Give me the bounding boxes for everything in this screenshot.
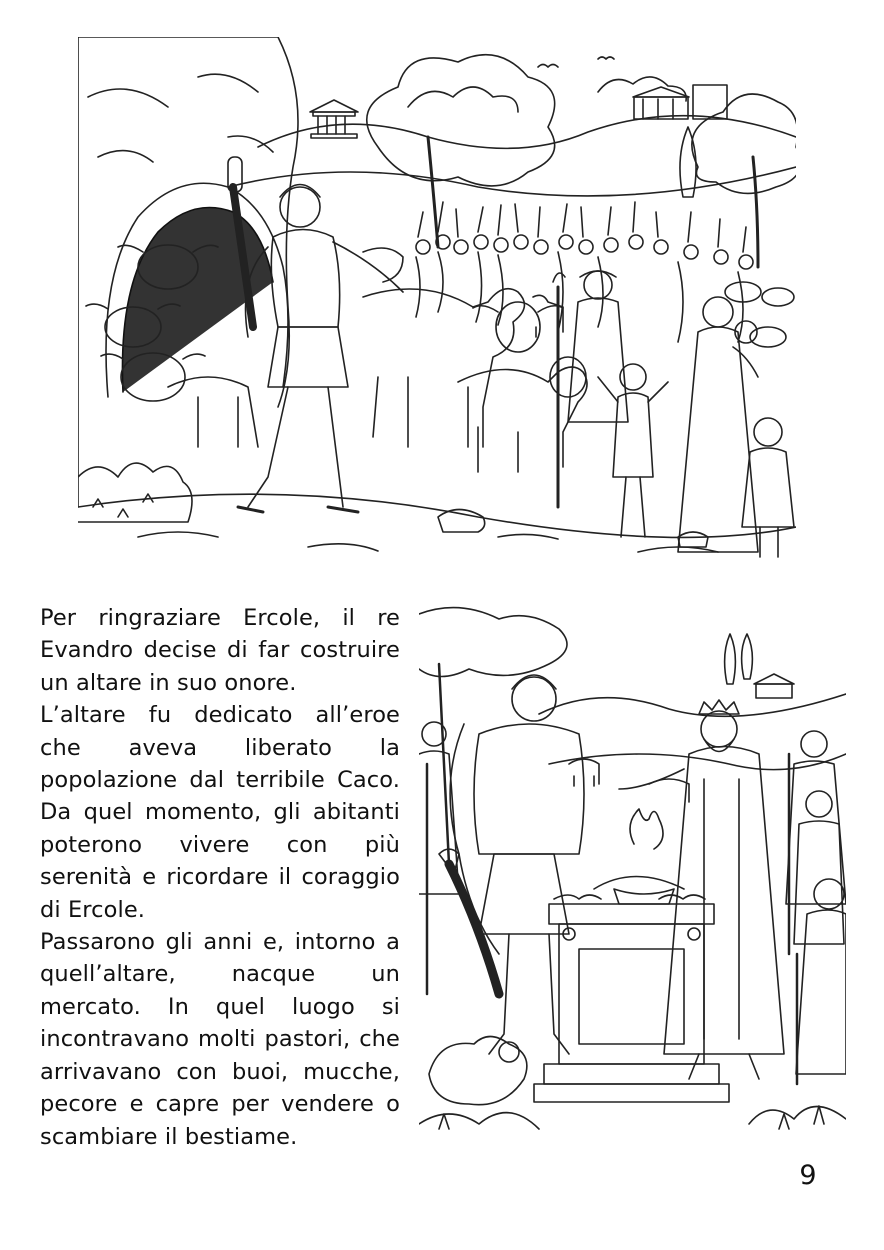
story-paragraph: Passarono gli anni e, intorno a quell’altare, nacque un mercato. In quel luogo si incontravano molti pastori, che arrivavano con buoi, mucche, pecore e capre per vendere o scambiare il bestiame. (40, 929, 400, 1150)
page-number: 9 (799, 1160, 817, 1191)
altar-illustration (419, 604, 846, 1135)
story-paragraph: L’altare fu dedicato all’eroe che aveva liberato la popolazione dal terribile Caco. Da quel momento, gli abitanti poterono vivere con più serenità e ricordare il coraggio di Ercole. (40, 702, 400, 923)
story-paragraph: Per ringraziare Ercole, il re Evandro decise di far costruire un altare in suo onore. (40, 605, 400, 696)
story-text (40, 602, 400, 1153)
hercules-cattle-illustration (78, 37, 796, 574)
